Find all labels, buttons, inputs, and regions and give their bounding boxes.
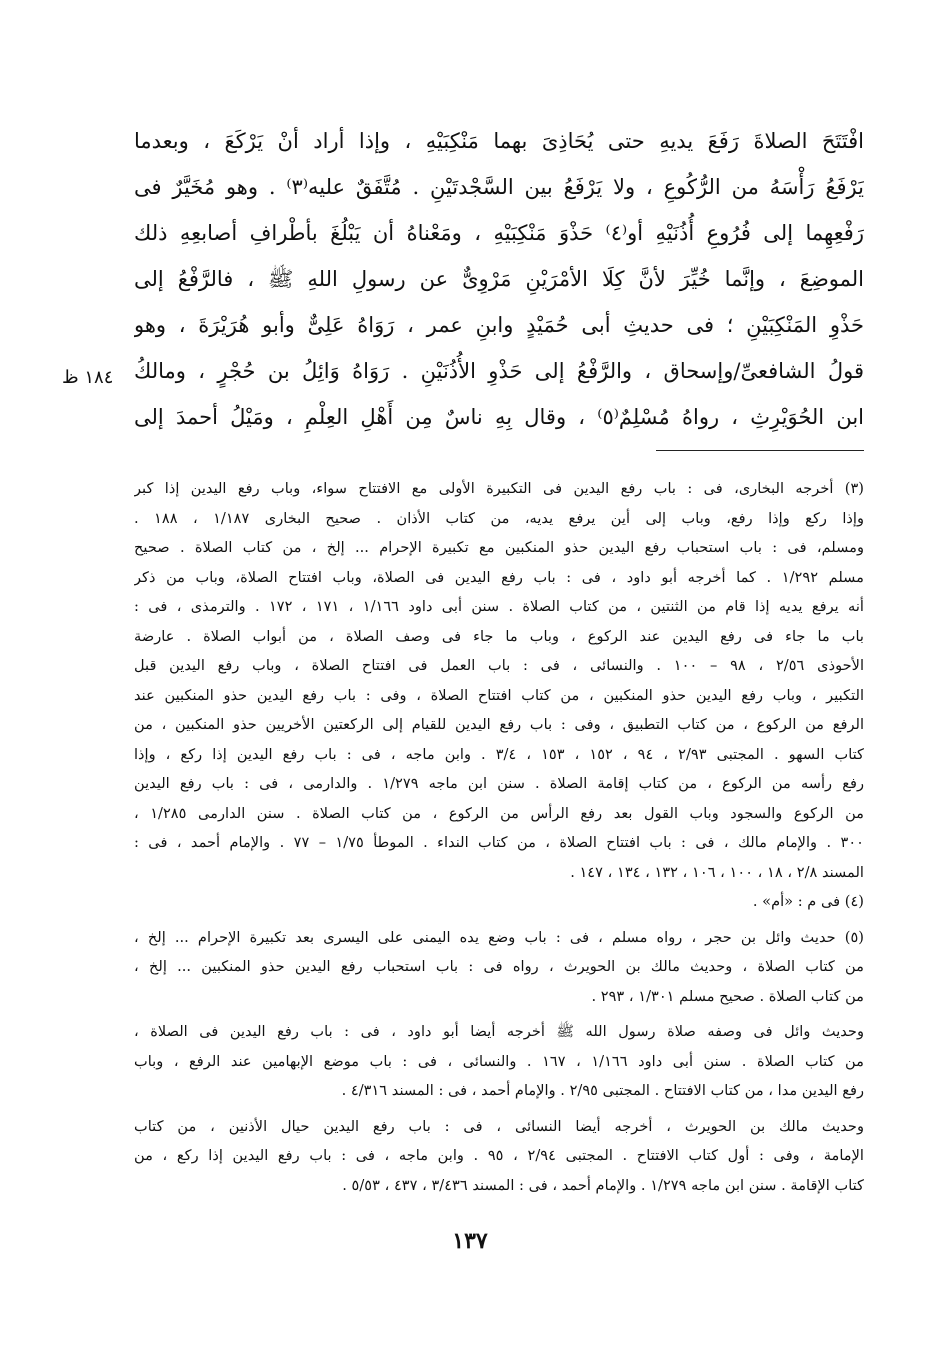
footnote-5-wail	[134, 1017, 864, 1106]
footnote-4	[134, 887, 864, 917]
footnote-line: رفع رأسه من الركوع ، من كتاب إقامة الصلاة . سنن ابن ماجه ١/٢٧٩ . والدارمى ، فى : باب رفع اليدين	[134, 775, 864, 792]
main-text-line: افْتَتَحَ الصلاةَ رَفَعَ يديهِ حتى يُحَاذِىَ بهما مَنْكِبَيْهِ ، وإذا أراد أنْ يَرْكَعَ ، وبعدما	[134, 129, 864, 153]
footnote-line: من كتاب الصلاة . صحيح مسلم ١/٣٠١ ، ٢٩٣ .	[591, 987, 864, 1005]
footnote-line: وإذا ركع وإذا رفع، وباب إلى أين يرفع يديه، من كتاب الأذان . صحيح البخارى ١/١٨٧ ، ١٨٨ .	[134, 509, 864, 527]
footnote-line: الرفع من الركوع ، من كتاب التطبيق ، وفى : باب رفع اليدين للقيام إلى الركعتين الأخريين حذو المنكبين ، من	[134, 716, 864, 733]
footnote-line: وحديث وائل فى وصفه صلاة رسول الله ﷺ أخرجه أيضا أبو داود ، فى : باب رفع اليدين فى الصلاة ،	[134, 1023, 864, 1040]
footnote-line: وحديث مالك بن الحويرث ، أخرجه أيضا النسائى ، فى : باب رفع اليدين حيال الأذنين ، من كتاب	[134, 1117, 864, 1135]
footnote-line: أنه يرفع يديه إذا قام من الثنتين ، من كتاب الصلاة . سنن أبى داود ١/١٦٦ ، ١٧١ ، ١٧٢ . والترمذى ، فى :	[134, 598, 864, 615]
footnote-line: ومسلم، فى : باب استحباب رفع اليدين حذو المنكبين مع تكبيرة الإحرام ... إلخ ، من كتاب الصلاة . صحيح	[134, 539, 864, 556]
footnote-3	[134, 474, 864, 887]
footnotes	[134, 474, 864, 1200]
main-text-line: يَرْفَعُ رَأْسَهُ من الرُّكُوعِ ، ولا يَرْفَعُ بين السَّجْدتَيْنِ . مُتَّفَقٌ عليه⁽٣⁾ . وهو مُخَيَّرٌ فى	[134, 175, 864, 199]
main-text	[134, 118, 864, 440]
main-text-line: ابن الحُوَيْرِثِ ، رواهُ مُسْلِمٌ⁽٥⁾ ، وقال بِهِ ناسٌ مِن أَهْلِ العِلْمِ ، ومَيْلُ أحمدَ إلى	[134, 405, 864, 429]
footnote-5	[134, 923, 864, 1012]
footnote-5-malik	[134, 1112, 864, 1201]
footnote-line: كتاب السهو . المجتبى ٢/٩٣ ، ٩٤ ، ١٥٢ ، ١٥٣ ، ٣/٤ . وابن ماجه ، فى : باب رفع اليدين إذا ركع ، وإذا	[134, 745, 864, 763]
page-number: ١٣٧	[452, 1228, 488, 1254]
footnote-line: الإمامة ، وفى : أول كتاب الافتتاح . المجتبى ٢/٩٤ ، ٩٥ . وابن ماجه ، فى : باب رفع اليدين إذا ركع ، من	[134, 1147, 864, 1164]
main-text-line: قولُ الشافعىِّ/وإسحاق ، والرَّفْعُ إلى حَذْوِ الأُذُنَيْنِ . رَوَاهُ وَائِلُ بن حُجْرٍ ، ومالكُ	[134, 359, 864, 383]
footnote-line: باب ما جاء فى رفع اليدين عند الركوع ، وباب ما جاء فى وصف الصلاة ، من أبواب الصلاة . عارضة	[134, 627, 864, 645]
footnote-line: من كتاب الصلاة ، وحديث مالك بن الحويرث ، رواه فى : باب استحباب رفع اليدين حذو المنكبين ... إلخ ،	[134, 958, 864, 975]
footnote-line: كتاب الإقامة . سنن ابن ماجه ١/٢٧٩ . والإمام أحمد ، فى : المسند ٣/٤٣٦ ، ٤٣٧ ، ٥/٥٣ .	[342, 1176, 864, 1194]
margin-folio-note: ١٨٤ ظ	[62, 367, 114, 388]
footnote-line: الأحوذى ٢/٥٦ ، ٩٨ – ١٠٠ . والنسائى ، فى : باب العمل فى افتتاح الصلاة ، وباب رفع اليدين قبل	[134, 657, 864, 674]
main-text-line: حَذْوِ المَنْكِبَيْنِ ؛ فى حديثِ أبى حُمَيْدٍ وابنِ عمر ، رَوَاهُ عَلِىٌّ وأبو هُرَيْرَةَ ، وهو	[134, 313, 864, 337]
footnote-separator	[656, 450, 864, 451]
footnote-line: من كتاب الصلاة . سنن أبى داود ١/١٦٦ ، ١٦٧ . والنسائى ، فى : باب موضع الإبهامين عند الرفع ، وباب	[134, 1052, 864, 1070]
footnote-line: المسند ٢/٨ ، ١٨ ، ١٠٠ ، ١٠٦ ، ١٣٢ ، ١٣٤ ، ١٤٧ .	[570, 863, 864, 881]
footnote-line: ٣٠٠ . والإمام مالك ، فى : باب افتتاح الصلاة ، من كتاب النداء . الموطأ ١/٧٥ – ٧٧ . والإمام أحمد ، فى :	[134, 834, 864, 851]
footnote-line: من الركوع والسجود وباب القول بعد رفع الرأس من الركوع ، من كتاب الصلاة . سنن الدارمى ١/٢٨٥ ،	[134, 804, 864, 822]
footnote-line: (٤) فى م : «أم» .	[752, 893, 864, 910]
footnote-line: رفع اليدين مدا ، من كتاب الافتتاح . المجتبى ٢/٩٥ . والإمام أحمد ، فى : المسند ٤/٣١٦ .	[341, 1082, 864, 1099]
main-text-line: الموضِعَ ، وإنَّما خُيِّرَ لأنَّ كِلَا الأمْرَيْنِ مَرْوِىٌّ عن رسولِ اللهِ ﷺ ، فالرَّفْعُ إلى	[134, 267, 864, 291]
footnote-line: التكبير ، وباب رفع اليدين حذو المنكبين ، من كتاب افتتاح الصلاة ، وفى : باب رفع اليدين حذو المنكبين عند	[134, 686, 864, 704]
footnote-line: (٣) أخرجه البخارى، فى : باب رفع اليدين فى التكبيرة الأولى مع الافتتاح سواء، وباب رفع اليدين إذا كبر	[134, 480, 864, 497]
main-text-line: رَفْعِهِما إلى فُرُوعِ أُذُنَيْهِ أو⁽٤⁾ حَذْوَ مَنْكِبَيْهِ ، ومَعْناهُ أن يَبْلُغَ بأطْرافِ أصابعِهِ ذلك	[134, 221, 864, 245]
footnote-line: مسلم ١/٢٩٢ . كما أخرجه أبو داود ، فى : باب رفع اليدين فى الصلاة، وباب افتتاح الصلاة، وباب من ذكر	[134, 568, 864, 586]
footnote-line: (٥) حديث وائل بن حجر ، رواه مسلم ، فى : باب وضع يده اليمنى على اليسرى بعد تكبيرة الإحرام ... إلخ ،	[134, 928, 864, 946]
